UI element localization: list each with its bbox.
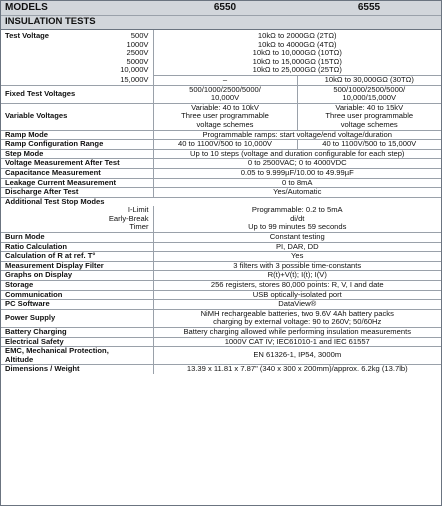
emc-row — [1, 347, 441, 365]
timer-label: Timer — [1, 223, 153, 232]
additional-stop-row — [1, 197, 441, 206]
fixed-6555-line2: 10,000/15,000V — [342, 93, 397, 103]
ramp-mode-value: Programmable ramps: start voltage/end voltage/duration — [153, 130, 441, 140]
ratio-calc-value: PI, DAR, DD — [153, 242, 441, 252]
ramp-config-6550: 40 to 1100V/500 to 10,000V — [153, 140, 297, 150]
fixed-test-voltages-6550 — [153, 85, 297, 103]
discharge-value: Yes/Automatic — [153, 188, 441, 198]
graphs-label: Graphs on Display — [1, 271, 153, 281]
level-15000v: 15,000V — [1, 75, 153, 85]
ratio-calc-label: Ratio Calculation — [1, 242, 153, 252]
voltage-after-test-label: Voltage Measurement After Test — [1, 159, 153, 169]
voltage-after-test-row — [1, 159, 441, 169]
dimensions-value: 13.39 x 11.81 x 7.87" (340 x 300 x 200mm)/approx. 6.2kg (13.7lb) — [153, 365, 441, 374]
range-15000v-6555: 10kΩ to 30,000GΩ (30TΩ) — [297, 75, 441, 85]
timer-value: Up to 99 minutes 59 seconds — [153, 223, 441, 232]
early-break-row — [1, 215, 441, 224]
variable-6550-line3: voltage schemes — [196, 119, 254, 129]
leakage-label: Leakage Current Measurement — [1, 178, 153, 188]
range-10000v: 10kΩ to 25,000GΩ (25TΩ) — [252, 65, 342, 75]
emc-label-line1: EMC, Mechanical Protection, — [5, 346, 109, 356]
test-voltage-15kv-row — [1, 75, 441, 85]
fixed-test-voltages-row — [1, 85, 441, 103]
range-5000v: 10kΩ to 15,000GΩ (15TΩ) — [252, 56, 342, 66]
battery-charging-row — [1, 328, 441, 338]
variable-6555-line3: voltage schemes — [340, 119, 398, 129]
battery-charging-label: Battery Charging — [1, 328, 153, 338]
calc-r-value: Yes — [153, 252, 441, 262]
ramp-config-6555: 40 to 1100V/500 to 15,000V — [297, 140, 441, 150]
range-15000v-6550: – — [153, 75, 297, 85]
ramp-config-row — [1, 140, 441, 150]
voltage-after-test-value: 0 to 2500VAC; 0 to 4000VDC — [153, 159, 441, 169]
level-500v: 500V — [130, 31, 149, 40]
level-10000v: 10,000V — [120, 65, 149, 75]
test-voltage-row — [1, 30, 441, 76]
test-voltage-levels — [120, 32, 148, 75]
storage-row — [1, 281, 441, 291]
fixed-6550-line1: 500/1000/2500/5000/ — [189, 84, 261, 94]
variable-6555-line1: Variable: 40 to 15kV — [335, 102, 404, 112]
burn-mode-value: Constant testing — [153, 233, 441, 243]
discharge-label: Discharge After Test — [1, 188, 153, 198]
emc-label-line2: Altitude — [5, 354, 34, 364]
variable-6550-line1: Variable: 40 to 10kV — [191, 102, 259, 112]
model-6555: 6555 — [297, 1, 441, 16]
power-supply-value — [153, 309, 441, 327]
section-row — [1, 16, 441, 30]
test-voltage-ranges — [153, 30, 441, 76]
models-label: MODELS — [1, 1, 153, 16]
early-break-value: di/dt — [153, 215, 441, 224]
electrical-safety-label: Electrical Safety — [1, 337, 153, 347]
range-1000v: 10kΩ to 4000GΩ (4TΩ) — [257, 39, 337, 49]
battery-charging-value: Battery charging allowed while performing insulation measurements — [153, 328, 441, 338]
capacitance-label: Capacitance Measurement — [1, 168, 153, 178]
additional-stop-label: Additional Test Stop Modes — [5, 196, 105, 206]
fixed-test-voltages-label: Fixed Test Voltages — [1, 85, 153, 103]
dimensions-label: Dimensions / Weight — [5, 364, 80, 374]
ilimit-value: Programmable: 0.2 to 5mA — [153, 206, 441, 215]
model-6550: 6550 — [153, 1, 297, 16]
ramp-config-label: Ramp Configuration Range — [1, 140, 153, 150]
pc-software-label: PC Software — [1, 300, 153, 310]
power-supply-line2: charging by external voltage: 90 to 260V; 50/60Hz — [213, 317, 382, 327]
storage-label: Storage — [1, 281, 153, 291]
communication-label: Communication — [1, 290, 153, 300]
variable-voltages-label: Variable Voltages — [1, 103, 153, 130]
fixed-6550-line2: 10,000V — [210, 93, 240, 103]
test-voltage-cell — [1, 30, 153, 76]
communication-value: USB optically-isolated port — [153, 290, 441, 300]
early-break-label: Early-Break — [108, 213, 149, 223]
power-supply-label: Power Supply — [1, 309, 153, 327]
spec-table — [1, 1, 441, 374]
calc-r-row — [1, 252, 441, 262]
storage-value: 256 registers, stores 80,000 points: R, V, I and date — [153, 281, 441, 291]
burn-mode-label: Burn Mode — [1, 233, 153, 243]
range-500v: 10kΩ to 2000GΩ (2TΩ) — [257, 31, 337, 40]
display-filter-label: Measurement Display Filter — [1, 261, 153, 271]
variable-voltages-6550 — [153, 103, 297, 130]
leakage-value: 0 to 8mA — [153, 178, 441, 188]
step-mode-value: Up to 10 steps (voltage and duration configurable for each step) — [153, 149, 441, 159]
test-voltage-label: Test Voltage — [5, 31, 50, 40]
emc-label — [1, 347, 153, 365]
fixed-test-voltages-6555 — [297, 85, 441, 103]
header-row — [1, 1, 441, 16]
range-2500v: 10kΩ to 10,000GΩ (10TΩ) — [252, 48, 342, 58]
variable-voltages-6555 — [297, 103, 441, 130]
ramp-mode-label: Ramp Mode — [1, 130, 153, 140]
calc-r-label: Calculation of R at ref. T° — [1, 252, 153, 262]
fixed-6555-line1: 500/1000/2500/5000/ — [333, 84, 406, 94]
ilimit-label: I-Limit — [127, 205, 149, 215]
communication-row — [1, 290, 441, 300]
section-title: INSULATION TESTS — [1, 16, 441, 30]
level-5000v: 5000V — [126, 56, 149, 66]
step-mode-label: Step Mode — [1, 149, 153, 159]
level-2500v: 2500V — [126, 48, 149, 58]
discharge-row — [1, 188, 441, 198]
pc-software-row — [1, 300, 441, 310]
dimensions-row — [1, 365, 441, 374]
electrical-safety-value: 1000V CAT IV; IEC61010-1 and IEC 61557 — [153, 337, 441, 347]
display-filter-value: 3 filters with 3 possible time-constants — [153, 261, 441, 271]
variable-voltages-row — [1, 103, 441, 130]
emc-value: EN 61326-1, IP54, 3000m — [153, 347, 441, 365]
power-supply-line1: NiMH rechargeable batteries, two 9.6V 4Ah battery packs — [200, 308, 394, 318]
ilimit-row — [1, 206, 441, 215]
level-1000v: 1000V — [126, 39, 149, 49]
burn-mode-row — [1, 233, 441, 243]
pc-software-value: DataView® — [153, 300, 441, 310]
graphs-value: R(t)+V(t); I(t); I(V) — [153, 271, 441, 281]
variable-6550-line2: Three user programmable — [181, 111, 269, 121]
power-supply-row — [1, 309, 441, 327]
capacitance-row — [1, 168, 441, 178]
variable-6555-line2: Three user programmable — [325, 111, 414, 121]
capacitance-value: 0.05 to 9.999µF/10.00 to 49.99µF — [153, 168, 441, 178]
timer-row — [1, 223, 441, 232]
